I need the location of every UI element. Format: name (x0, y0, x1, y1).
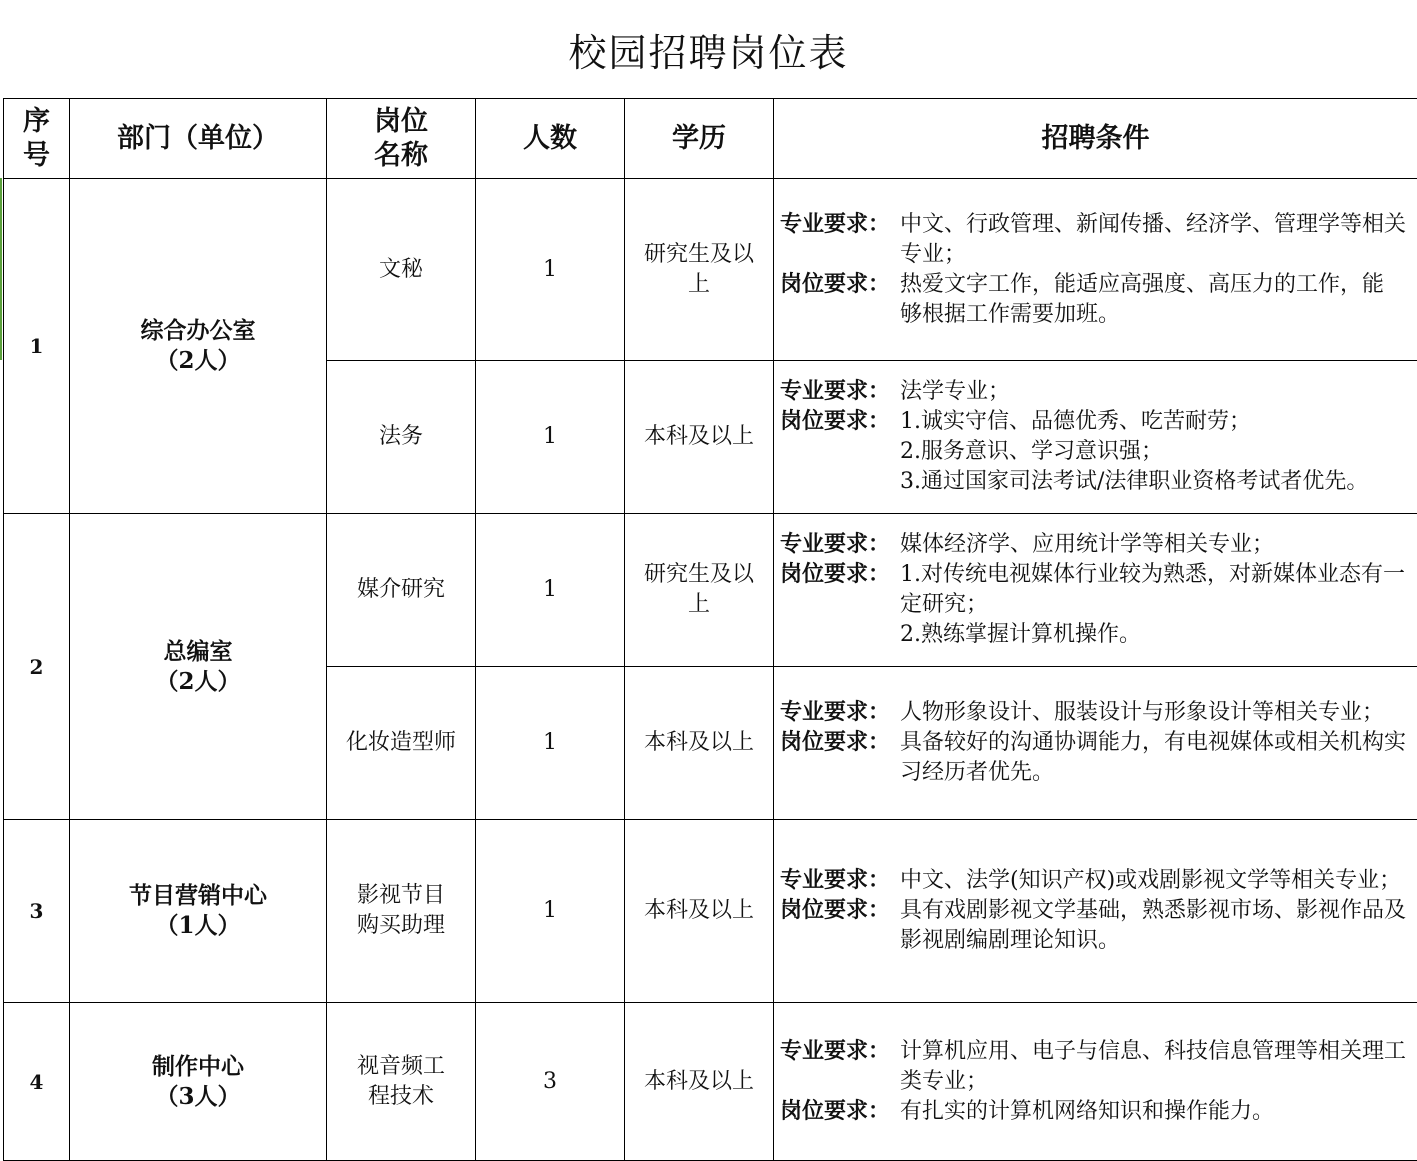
dept-count: （2人） (155, 667, 241, 695)
dept-count: （2人） (155, 347, 241, 374)
cell-post-name[interactable]: 文秘 (327, 179, 476, 361)
cell-count[interactable]: 1 (476, 667, 625, 820)
cell-edu[interactable]: 本科及以上 (625, 361, 774, 514)
cell-post-name[interactable]: 视音频工程技术 (327, 1003, 476, 1161)
cell-edu[interactable]: 本科及以上 (625, 667, 774, 820)
dept-count: （3人） (155, 1082, 241, 1110)
table-row (4, 1003, 1417, 1161)
cell-edu[interactable]: 研究生及以上 (625, 514, 774, 667)
dept-name: 制作中心 (152, 1053, 244, 1080)
cell-seq[interactable]: 2 (4, 514, 70, 820)
requirement-text: 有扎实的计算机网络知识和操作能力。 (900, 1098, 1275, 1124)
cell-count[interactable]: 1 (476, 514, 625, 667)
dept-name: 总编室 (163, 638, 233, 665)
major-text: 中文、行政管理、新闻传播、经济学、管理学等相关专业； (900, 211, 1407, 267)
cell-conditions[interactable] (774, 1003, 1417, 1161)
cell-post-name[interactable]: 媒介研究 (327, 514, 476, 667)
table-row (4, 179, 1417, 361)
dept-name: 综合办公室 (140, 318, 256, 344)
header-seq[interactable]: 序号 (4, 99, 70, 179)
requirement-text: 具有戏剧影视文学基础，熟悉影视市场、影视作品及影视剧编剧理论知识。 (900, 898, 1407, 953)
dept-count: （1人） (155, 912, 241, 939)
major-text: 中文、法学(知识产权)或戏剧影视文学等相关专业； (900, 868, 1402, 893)
dept-name: 节目营销中心 (129, 883, 267, 909)
cell-dept[interactable] (70, 179, 327, 514)
requirement-text: 2.服务意识、学习意识强； (900, 439, 1163, 464)
cell-seq[interactable]: 1 (4, 179, 70, 514)
requirement-text: 1.对传统电视媒体行业较为熟悉，对新媒体业态有一定研究； (900, 562, 1405, 617)
cell-edu[interactable]: 本科及以上 (625, 820, 774, 1003)
header-count[interactable]: 人数 (476, 99, 625, 179)
cell-dept[interactable] (70, 1003, 327, 1161)
cell-post-name[interactable]: 法务 (327, 361, 476, 514)
cell-conditions[interactable] (774, 820, 1417, 1003)
cell-edu[interactable]: 本科及以上 (625, 1003, 774, 1161)
cell-count[interactable]: 3 (476, 1003, 625, 1161)
header-conditions[interactable]: 招聘条件 (774, 99, 1417, 179)
row-selection-marker (0, 178, 2, 360)
requirement-text: 3.通过国家司法考试/法律职业资格考试者优先。 (900, 469, 1369, 494)
label-post: 岗位要求： (780, 1098, 891, 1124)
requirement-text: 够根据工作需要加班。 (900, 301, 1121, 327)
label-post: 岗位要求： (780, 562, 891, 587)
header-dept[interactable]: 部门（单位） (70, 99, 327, 179)
major-text: 计算机应用、电子与信息、科技信息管理等相关理工类专业； (900, 1038, 1407, 1094)
requirement-text: 2.熟练掌握计算机操作。 (900, 622, 1141, 647)
table-row (4, 514, 1417, 667)
cell-post-name[interactable]: 化妆造型师 (327, 667, 476, 820)
table-row (4, 820, 1417, 1003)
cell-conditions[interactable] (774, 514, 1417, 667)
cell-count[interactable]: 1 (476, 179, 625, 361)
label-post: 岗位要求： (780, 271, 891, 297)
major-text: 人物形象设计、服装设计与形象设计等相关专业； (900, 700, 1385, 725)
cell-count[interactable]: 1 (476, 820, 625, 1003)
requirement-text: 具备较好的沟通协调能力，有电视媒体或相关机构实习经历者优先。 (900, 730, 1407, 785)
header-post[interactable]: 岗位名称 (327, 99, 476, 179)
header-edu[interactable]: 学历 (625, 99, 774, 179)
cell-dept[interactable] (70, 820, 327, 1003)
cell-count[interactable]: 1 (476, 361, 625, 514)
label-post: 岗位要求： (780, 898, 891, 923)
cell-post-name[interactable]: 影视节目购买助理 (327, 820, 476, 1003)
cell-conditions[interactable] (774, 179, 1417, 361)
cell-seq[interactable]: 3 (4, 820, 70, 1003)
cell-conditions[interactable] (774, 667, 1417, 820)
label-major: 专业要求： (780, 1038, 891, 1064)
label-major: 专业要求： (780, 868, 891, 893)
label-major: 专业要求： (780, 211, 891, 237)
label-major: 专业要求： (780, 532, 891, 557)
cell-dept[interactable] (70, 514, 327, 820)
major-text: 法学专业； (900, 379, 1011, 404)
page-title: 校园招聘岗位表 (568, 30, 849, 75)
header-row (4, 99, 1417, 179)
label-post: 岗位要求： (780, 409, 891, 434)
cell-seq[interactable]: 4 (4, 1003, 70, 1161)
recruitment-table (3, 98, 1417, 1161)
cell-edu[interactable]: 研究生及以上 (625, 179, 774, 361)
label-major: 专业要求： (780, 700, 891, 725)
label-major: 专业要求： (780, 379, 891, 404)
major-text: 媒体经济学、应用统计学等相关专业； (900, 532, 1275, 557)
requirement-text: 1.诚实守信、品德优秀、吃苦耐劳； (900, 409, 1251, 434)
cell-conditions[interactable] (774, 361, 1417, 514)
requirement-text: 热爱文字工作，能适应高强度、高压力的工作，能 (900, 271, 1385, 297)
label-post: 岗位要求： (780, 730, 891, 755)
